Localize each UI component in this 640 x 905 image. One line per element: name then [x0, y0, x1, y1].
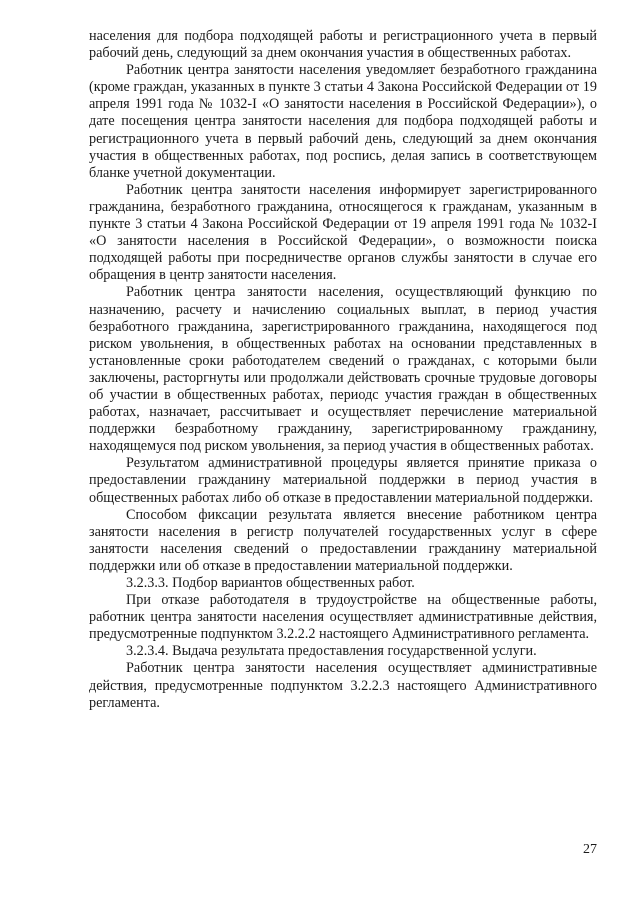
paragraph-information: Работник центра занятости населения информирует зарегистрированного гражданина, безработного гражданина, относящегося к гражданам, указанным в пункте 3 статьи 4 Закона Российской Федерации от 19 апреля 1991 года № 1032-I «О занятости населения в Российской Федерации», о возможности поиска подходящей работы при посредничестве органов службы занятости в случае его обращения в центр занятости населения.: [89, 181, 597, 284]
section-heading-3-2-3-4: 3.2.3.4. Выдача результата предоставления государственной услуги.: [126, 643, 537, 660]
document-page: [89, 28, 597, 712]
section-heading-3-2-3-3: 3.2.3.3. Подбор вариантов общественных работ.: [126, 575, 415, 591]
paragraph-result-fixation: Способом фиксации результата является внесение работником центра занятости населения в регистр получателей государственных услуг в сфере занятости населения сведений о предоставлении гражданину материальной поддержки или об отказе в предоставлении материальной поддержки.: [89, 506, 597, 574]
paragraph-notification: Работник центра занятости населения уведомляет безработного гражданина (кроме граждан, указанных в пункте 3 статьи 4 Закона Российской Федерации от 19 апреля 1991 года № 1032-I «О занятости населения в Российской Федерации»), о дате посещения центра занятости населения для подбора подходящей работы и регистрационного учета в первый рабочий день, следующий за днем окончания участия в общественных работах, под роспись, делая запись в соответствующем бланке учетной документации.: [89, 62, 597, 181]
paragraph-procedure-result: Результатом административной процедуры является принятие приказа о предоставлении гражданину материальной поддержки в период участия в общественных работах либо об отказе в предоставлении материальной поддержки.: [89, 455, 597, 506]
paragraph-social-payments: Работник центра занятости населения, осуществляющий функцию по назначению, расчету и начислению социальных выплат, в период участия безработного гражданина, зарегистрированного гражданина, находящегося под риском увольнения, в общественных работах на основании представленных в установленные сроки работодателем сведений о гражданах, с которыми были заключены, расторгнуты или продолжали действовать срочные трудовые договоры об участии в общественных работах, периодс участия граждан в общественных работах, назначает, рассчитывает и осуществляет перечисление материальной поддержки безработному гражданину, зарегистрированному гражданину, находящемуся под риском увольнения, за период участия в общественных работах.: [89, 284, 597, 455]
paragraph-continuation: населения для подбора подходящей работы и регистрационного учета в первый рабочий день, следующий за днем окончания участия в общественных работах.: [89, 28, 597, 62]
paragraph-employer-refusal: При отказе работодателя в трудоустройстве на общественные работы, работник центра занятости населения осуществляет административные действия, предусмотренные подпунктом 3.2.2.2 настоящего Административного регламента.: [89, 592, 597, 643]
page-number: 27: [583, 842, 597, 857]
paragraph-result-issuance: Работник центра занятости населения осуществляет административные действия, предусмотренные подпунктом 3.2.2.3 настоящего Административного регламента.: [89, 660, 597, 711]
